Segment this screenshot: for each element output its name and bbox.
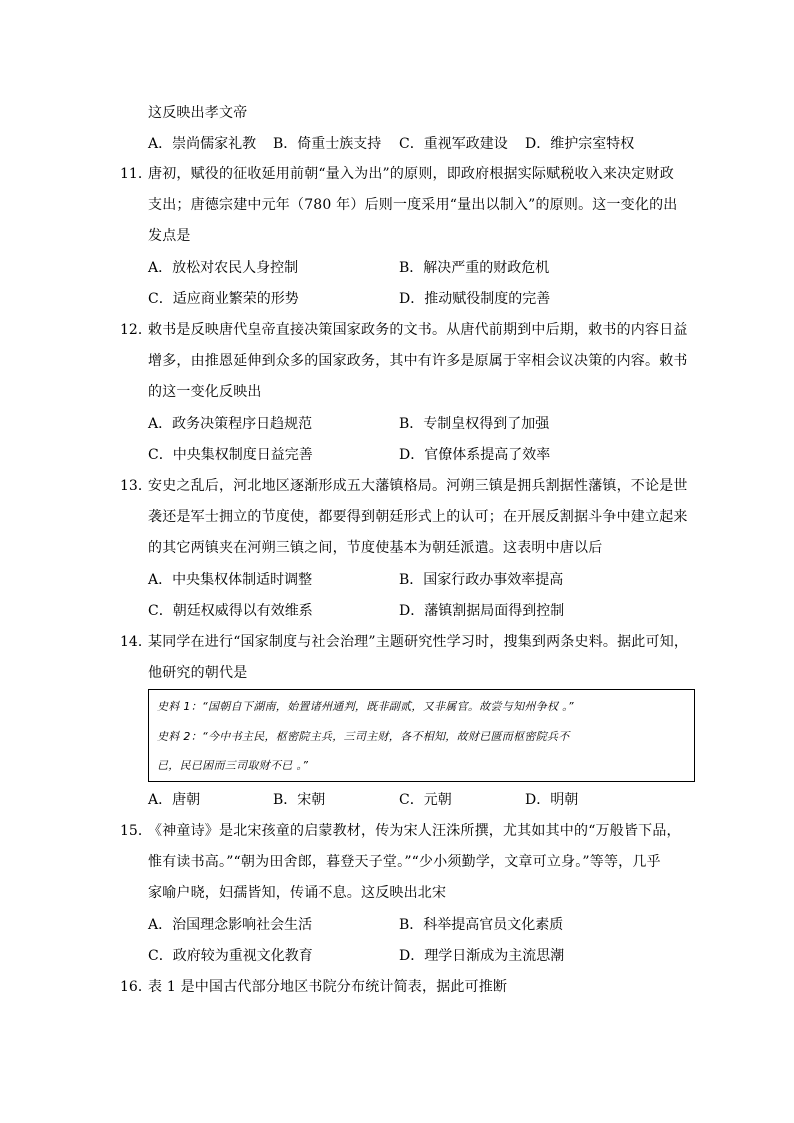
q11-stem-line-3: 发点是 [148, 228, 191, 244]
q12-number: 12． [120, 322, 152, 338]
q10-option-c[interactable]: C．重视军政建设 [399, 136, 508, 152]
q14-stem-line-2: 他研究的朝代是 [148, 665, 248, 681]
q16-stem-line-1: 表 1 是中国古代部分地区书院分布统计简表，据此可推断 [148, 979, 508, 995]
q11-number: 11． [120, 166, 152, 182]
q12-option-b[interactable]: B．专制皇权得到了加强 [399, 416, 550, 432]
q14-option-d[interactable]: D．明朝 [525, 792, 579, 808]
q10-stem-tail: 这反映出孝文帝 [148, 105, 248, 121]
q14-option-a[interactable]: A．唐朝 [148, 792, 201, 808]
q13-stem-line-3: 的其它两镇夹在河朔三镇之间，节度使基本为朝廷派遣。这表明中唐以后 [148, 540, 603, 556]
q11-option-a[interactable]: A．放松对农民人身控制 [148, 260, 299, 276]
q11-option-b[interactable]: B．解决严重的财政危机 [399, 260, 550, 276]
q14-source-box [148, 689, 695, 782]
q12-option-d[interactable]: D．官僚体系提高了效率 [399, 447, 551, 463]
q13-option-a[interactable]: A．中央集权体制适时调整 [148, 572, 313, 588]
q14-number: 14． [120, 634, 152, 650]
q15-option-d[interactable]: D．理学日渐成为主流思潮 [399, 948, 565, 964]
q13-number: 13． [120, 478, 152, 494]
q11-stem-line-2: 支出；唐德宗建中元年（780 年）后则一度采用“量出以制入”的原则。这一变化的出 [148, 197, 678, 213]
q10-option-a[interactable]: A．崇尚儒家礼教 [148, 136, 257, 152]
q12-option-c[interactable]: C．中央集权制度日益完善 [148, 447, 313, 463]
q15-option-c[interactable]: C．政府较为重视文化教育 [148, 948, 313, 964]
q14-option-b[interactable]: B．宋朝 [273, 792, 326, 808]
q13-option-b[interactable]: B．国家行政办事效率提高 [399, 572, 564, 588]
q12-stem-line-3: 的这一变化反映出 [148, 384, 262, 400]
q15-stem-line-2: 惟有读书高。”“朝为田舍郎，暮登天子堂。”“少小须勤学，文章可立身。”等等，几乎 [148, 854, 661, 870]
q15-number: 15． [120, 823, 152, 839]
q11-option-c[interactable]: C．适应商业繁荣的形势 [148, 291, 299, 307]
q15-option-b[interactable]: B．科举提高官员文化素质 [399, 917, 564, 933]
q14-source-1: 史料 1：“国朝自下湖南，始置诸州通判，既非副贰，又非属官。故尝与知州争权 。” [157, 700, 574, 713]
q14-source-2-line-1: 史料 2：“今中书主民，枢密院主兵，三司主财，各不相知，故财已匮而枢密院兵不 [157, 730, 570, 743]
q10-option-d[interactable]: D．维护宗室特权 [525, 136, 635, 152]
q13-stem-line-1: 安史之乱后，河北地区逐渐形成五大藩镇格局。河朔三镇是拥兵割据性藩镇，不论是世 [148, 478, 688, 494]
q11-option-d[interactable]: D．推动赋役制度的完善 [399, 291, 551, 307]
q13-option-d[interactable]: D．藩镇割据局面得到控制 [399, 603, 565, 619]
q12-stem-line-2: 增多，由推恩延伸到众多的国家政务，其中有许多是原属于宰相会议决策的内容。敕书 [148, 353, 688, 369]
q11-stem-line-1: 唐初，赋役的征收延用前朝“量入为出”的原则，即政府根据实际赋税收入来决定财政 [148, 166, 674, 182]
q13-option-c[interactable]: C．朝廷权威得以有效维系 [148, 603, 313, 619]
q15-stem-line-1: 《神童诗》是北宋孩童的启蒙教材，传为宋人汪洙所撰，尤其如其中的“万般皆下品， [148, 823, 681, 839]
q10-option-b[interactable]: B．倚重士族支持 [273, 136, 382, 152]
q12-stem-line-1: 敕书是反映唐代皇帝直接决策国家政务的文书。从唐代前期到中后期，敕书的内容日益 [148, 322, 688, 338]
q12-option-a[interactable]: A．政务决策程序日趋规范 [148, 416, 313, 432]
q14-source-2-line-2: 已，民已困而三司取财不已 。” [157, 759, 309, 772]
q14-stem-line-1: 某同学在进行“国家制度与社会治理”主题研究性学习时，搜集到两条史料。据此可知， [148, 634, 689, 650]
q15-stem-line-3: 家喻户晓，妇孺皆知，传诵不息。这反映出北宋 [148, 885, 447, 901]
q14-option-c[interactable]: C．元朝 [399, 792, 452, 808]
q15-option-a[interactable]: A．治国理念影响社会生活 [148, 917, 313, 933]
q13-stem-line-2: 袭还是军士拥立的节度使，都要得到朝廷形式上的认可；在开展反割据斗争中建立起来 [148, 509, 688, 525]
q16-number: 16． [120, 979, 152, 995]
